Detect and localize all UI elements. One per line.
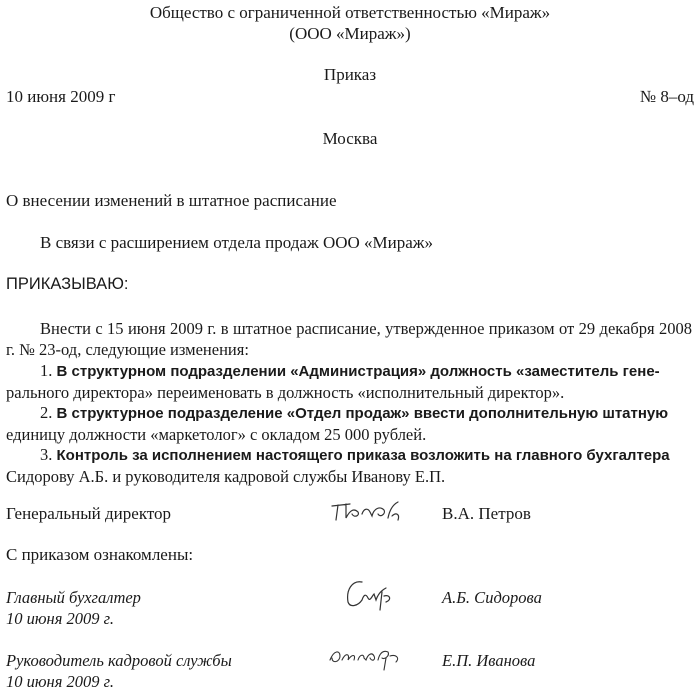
director-signature	[328, 494, 406, 528]
document-number: № 8–од	[639, 87, 694, 106]
organization-short-name: (ООО «Мираж»)	[289, 24, 411, 43]
hr-head-date: 10 июня 2009 г.	[6, 672, 114, 691]
item-number: 3.	[40, 445, 53, 464]
document-subject: О внесении изменений в штатное расписание	[6, 191, 337, 210]
accountant-title: Главный бухгалтер	[6, 588, 141, 607]
hr-head-title: Руководитель кадровой службы	[6, 651, 232, 670]
order-item-2	[6, 402, 692, 445]
item-bold-text: Контроль за исполнением настоящего приказа возложить на главного бухгалтера	[56, 447, 670, 464]
item-number: 1.	[40, 361, 53, 380]
accountant-signature	[340, 574, 396, 614]
item-bold-text: В структурном подразделении «Администрация» должность «заместитель гене-	[56, 363, 660, 380]
hr-head-name: Е.П. Иванова	[442, 651, 536, 670]
order-item-3	[6, 444, 692, 487]
item-number: 2.	[40, 403, 53, 422]
acquainted-heading: С приказом ознакомлены:	[6, 545, 194, 564]
document-type: Приказ	[323, 65, 377, 84]
accountant-date: 10 июня 2009 г.	[6, 609, 114, 628]
item-continuation: Сидорову А.Б. и руководителя кадровой службы Иванову Е.П.	[6, 467, 446, 486]
item-continuation: единицу должности «маркетолог» с окладом 25 000 рублей.	[6, 425, 427, 444]
order-item-2-first-line	[6, 402, 692, 424]
order-item-1-first-line	[6, 360, 692, 382]
director-title: Генеральный директор	[6, 504, 172, 523]
order-item-1	[6, 360, 692, 403]
document-city: Москва	[322, 129, 378, 148]
item-bold-text: В структурное подразделение «Отдел продаж» ввести дополнительную штатную	[56, 405, 669, 422]
order-intro: Внести с 15 июня 2009 г. в штатное расписание, утвержденное приказом от 29 декабря 2008 г. № 23-од, следующие изменения:	[6, 319, 692, 359]
order-item-3-first-line	[6, 444, 692, 466]
accountant-name: А.Б. Сидорова	[442, 588, 542, 607]
document-date: 10 июня 2009 г	[6, 87, 116, 106]
order-reason: В связи с расширением отдела продаж ООО «Мираж»	[40, 233, 434, 252]
item-continuation: рального директора» переименовать в должность «исполнительный директор».	[6, 383, 565, 402]
hr-head-signature	[326, 642, 406, 672]
director-name: В.А. Петров	[442, 504, 531, 523]
organization-name: Общество с ограниченной ответственностью «Мираж»	[149, 3, 551, 22]
order-heading: ПРИКАЗЫВАЮ:	[6, 275, 129, 293]
